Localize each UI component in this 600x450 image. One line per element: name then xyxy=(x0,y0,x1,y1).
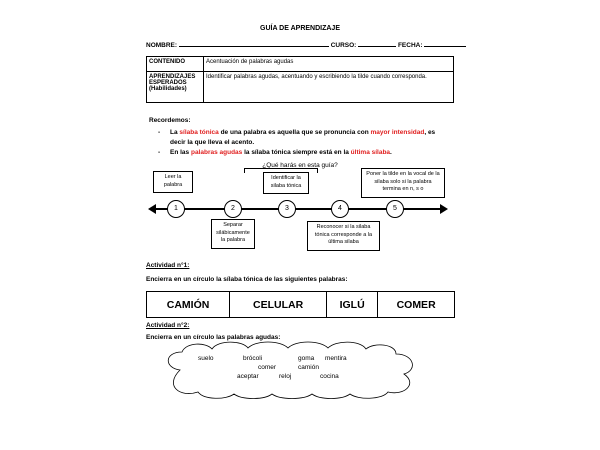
table-row xyxy=(147,57,454,72)
step-2-box: Separar silábicamente la palabra xyxy=(211,219,255,249)
curso-line[interactable] xyxy=(358,40,396,47)
cloud-word[interactable]: aceptar xyxy=(237,373,259,380)
step-4-box: Reconocer si la silaba tónica corresponde a la última silaba xyxy=(307,221,380,251)
actividad1-words xyxy=(146,291,455,318)
bullet-text: , es decir la que lleva el acento. xyxy=(170,129,436,146)
cloud-word[interactable]: suelo xyxy=(198,355,214,362)
nombre-line[interactable] xyxy=(179,40,329,47)
bullet-text: En las xyxy=(170,149,191,156)
arrow-right-icon xyxy=(440,204,448,214)
bullet-text: . xyxy=(390,149,392,156)
bullet-text: la sílaba tónica siempre está en la xyxy=(242,149,351,156)
highlight-text: mayor intensidad xyxy=(370,129,425,136)
highlight-text: última sílaba xyxy=(350,149,391,156)
arrow-left-icon xyxy=(148,204,156,214)
actividad1-instruction: Encierra en un círculo la sílaba tónica de las siguientes palabras: xyxy=(146,276,348,283)
aprendizajes-value: Identificar palabras agudas, acentuando y escribiendo la tilde cuando corresponda. xyxy=(204,72,454,103)
word-comer[interactable]: COMER xyxy=(378,292,455,318)
step-3-box: Identificar la silaba tónica xyxy=(263,172,309,194)
bullet-dash: - xyxy=(158,149,161,156)
word-celular[interactable]: CELULAR xyxy=(230,292,327,318)
step-5-circle: 5 xyxy=(386,200,404,218)
guide-title: ¿Qué harás en esta guía? xyxy=(262,162,338,169)
step-2-circle: 2 xyxy=(224,200,242,218)
cloud-word[interactable]: mentira xyxy=(325,355,347,362)
word-camion[interactable]: CAMIÓN xyxy=(147,292,230,318)
contenido-label: CONTENIDO xyxy=(147,57,204,72)
table-row xyxy=(147,292,455,318)
cloud-word[interactable]: reloj xyxy=(279,373,292,380)
actividad2-title: Actividad n°2: xyxy=(146,322,190,329)
actividad2-instruction: Encierra en un círculo las palabras agudas: xyxy=(146,334,281,341)
recordemos-list xyxy=(158,128,448,159)
cloud-word[interactable]: camión xyxy=(298,364,319,371)
curso-label: CURSO: xyxy=(330,42,357,49)
aprendizajes-label: APRENDIZAJES ESPERADOS (Habilidades) xyxy=(147,72,204,103)
list-item xyxy=(158,148,448,158)
info-table xyxy=(146,56,454,103)
cloud-word[interactable]: cocina xyxy=(320,373,339,380)
contenido-value: Acentuación de palabras agudas xyxy=(204,57,454,72)
actividad1-title: Actividad n°1: xyxy=(146,262,190,269)
highlight-text: palabras agudas xyxy=(190,149,243,156)
fecha-label: FECHA: xyxy=(397,42,423,49)
step-1-circle: 1 xyxy=(167,200,185,218)
step-5-box: Poner la tilde en la vocal de la silaba solo si la palabra termina en n, s o xyxy=(361,168,445,198)
nombre-label: NOMBRE: xyxy=(146,42,178,49)
word-iglu[interactable]: IGLÚ xyxy=(327,292,378,318)
step-3-circle: 3 xyxy=(278,200,296,218)
student-fields xyxy=(146,40,456,49)
cloud-word[interactable]: comer xyxy=(258,364,277,371)
table-row xyxy=(147,72,454,103)
step-4-circle: 4 xyxy=(331,200,349,218)
step-1-box: Leer la palabra xyxy=(153,171,193,193)
cloud-outline xyxy=(168,342,412,399)
page-title: GUÍA DE APRENDIZAJE xyxy=(260,25,340,32)
cloud-word[interactable]: goma xyxy=(298,355,315,362)
bullet-text: La xyxy=(170,129,180,136)
recordemos-heading: Recordemos: xyxy=(149,117,191,124)
fecha-line[interactable] xyxy=(424,40,466,47)
highlight-text: sílaba tónica xyxy=(179,129,219,136)
list-item xyxy=(158,128,448,147)
bullet-text: de una palabra es aquella que se pronuncia con xyxy=(218,129,371,136)
cloud-word[interactable]: brócoli xyxy=(243,355,263,362)
bullet-dash: - xyxy=(158,129,161,136)
cloud-shape xyxy=(160,340,420,400)
